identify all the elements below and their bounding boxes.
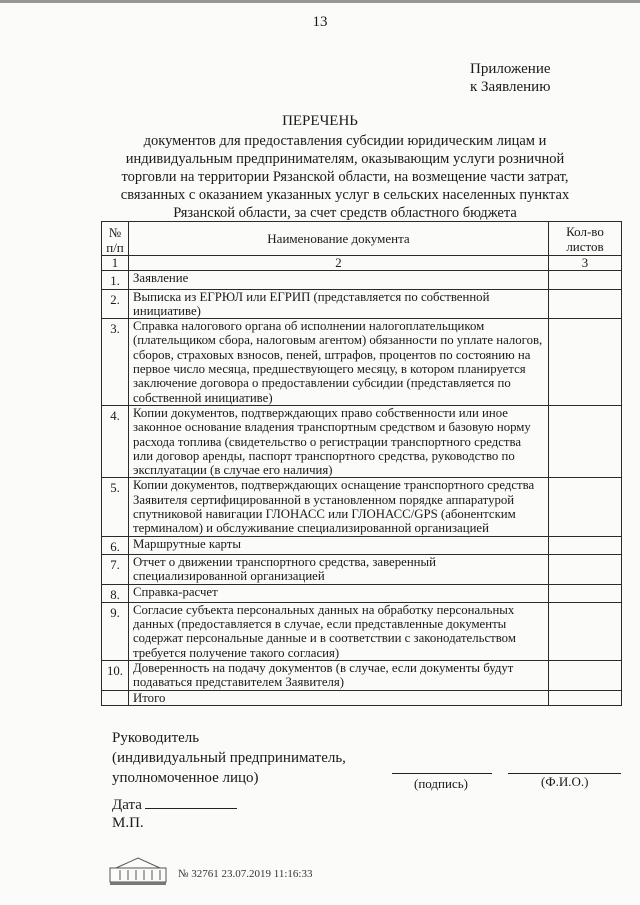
row-document-name: Копии документов, подтверждающих право собственности или иное законное основание владения транспортным средством и базовую норму расхода топлива (свидетельство о регистрации транспортного средства или договор аренды, паспорт транспортного средства, руководство по эксплуатации (в случае его наличия) [129, 405, 549, 477]
index-cell-2: 2 [129, 256, 549, 271]
row-number: 8. [102, 584, 129, 602]
document-subtitle: документов для предоставления субсидии юридическим лицам и индивидуальным предпринимателям, оказывающим услуги розничной торговли на территории Рязанской области, на возмещение части затрат, связанных с оказанием указанных услуг в сельских населенных пунктах Рязанской области, за счет средств областного бюджета [120, 133, 570, 221]
row-document-name: Копии документов, подтверждающих оснащение транспортного средства Заявителя сертифицированной в установленном порядке аппаратурой спутниковой навигации ГЛОНАСС или ГЛОНАСС/GPS (абонентским терминалом) и обслуживание специализированной организацией [129, 478, 549, 536]
signer-block [112, 728, 346, 788]
row-total-label: Итого [129, 690, 549, 705]
row-number: 4. [102, 405, 129, 477]
fio-caption: (Ф.И.О.) [541, 774, 589, 789]
appendix-line-1: Приложение [470, 61, 551, 77]
table-row [102, 405, 622, 477]
row-sheet-count [549, 661, 622, 691]
row-document-name: Справка-расчет [129, 584, 549, 602]
row-sheet-count [549, 405, 622, 477]
signer-line-1: Руководитель [112, 730, 200, 746]
table-row [102, 271, 622, 289]
row-number: 2. [102, 289, 129, 319]
row-document-name: Выписка из ЕГРЮЛ или ЕГРИП (представляется по собственной инициативе) [129, 289, 549, 319]
table-row [102, 584, 622, 602]
row-document-name: Справка налогового органа об исполнении налогоплательщиком (плательщиком сбора, налоговым агентом) обязанности по уплате налогов, сборов, страховых взносов, пеней, штрафов, процентов по состоянию на первое число месяца, предшествующего месяцу, в котором планируется заключение договора о предоставлении субсидии (представляется по собственной инициативе) [129, 319, 549, 406]
row-number: 6. [102, 536, 129, 554]
row-number: 9. [102, 602, 129, 660]
row-number: 1. [102, 271, 129, 289]
header-document-name: Наименование документа [129, 222, 549, 256]
registration-footer: № 32761 23.07.2019 11:16:33 [178, 868, 313, 880]
index-cell-3: 3 [549, 256, 622, 271]
table-row [102, 661, 622, 691]
row-document-name: Доверенность на подачу документов (в случае, если документы будут подаваться представителем Заявителя) [129, 661, 549, 691]
row-sheet-count [549, 584, 622, 602]
row-sheet-count [549, 289, 622, 319]
table-row [102, 602, 622, 660]
row-sheet-count [549, 319, 622, 406]
date-label: Дата [112, 797, 142, 813]
table-index-row [102, 256, 622, 271]
row-number [102, 690, 129, 705]
row-number: 5. [102, 478, 129, 536]
page-number: 13 [312, 14, 328, 30]
row-sheet-count [549, 554, 622, 584]
document-title: ПЕРЕЧЕНЬ [282, 113, 358, 129]
index-cell-1: 1 [102, 256, 129, 271]
row-number: 10. [102, 661, 129, 691]
row-document-name: Отчет о движении транспортного средства, заверенный специализированной организацией [129, 554, 549, 584]
date-line [145, 808, 237, 809]
header-number: № п/п [102, 222, 129, 256]
signature-line [392, 773, 492, 774]
row-number: 7. [102, 554, 129, 584]
table-total-row [102, 690, 622, 705]
header-sheet-count: Кол-во листов [549, 222, 622, 256]
date-block [112, 796, 144, 832]
row-document-name: Согласие субъекта персональных данных на обработку персональных данных (предоставляется в случае, если представленные документы содержат персональные данные и в соответствии с законодательством требуется получение такого согласия) [129, 602, 549, 660]
appendix-line-2: к Заявлению [470, 79, 551, 95]
row-document-name: Маршрутные карты [129, 536, 549, 554]
registry-stamp-icon [108, 854, 168, 886]
row-number: 3. [102, 319, 129, 406]
row-sheet-count [549, 536, 622, 554]
table-row [102, 536, 622, 554]
table-row [102, 289, 622, 319]
row-document-name: Заявление [129, 271, 549, 289]
signature-caption: (подпись) [414, 776, 468, 791]
row-sheet-count [549, 690, 622, 705]
table-row [102, 319, 622, 406]
signer-line-3: уполномоченное лицо) [112, 770, 259, 786]
row-sheet-count [549, 271, 622, 289]
scan-edge-line [0, 0, 640, 3]
row-sheet-count [549, 478, 622, 536]
signer-line-2: (индивидуальный предприниматель, [112, 750, 346, 766]
table-header-row [102, 222, 622, 256]
table-row [102, 478, 622, 536]
row-sheet-count [549, 602, 622, 660]
mp-label: М.П. [112, 815, 144, 831]
appendix-label [470, 60, 551, 96]
table-row [102, 554, 622, 584]
documents-table [101, 221, 622, 706]
